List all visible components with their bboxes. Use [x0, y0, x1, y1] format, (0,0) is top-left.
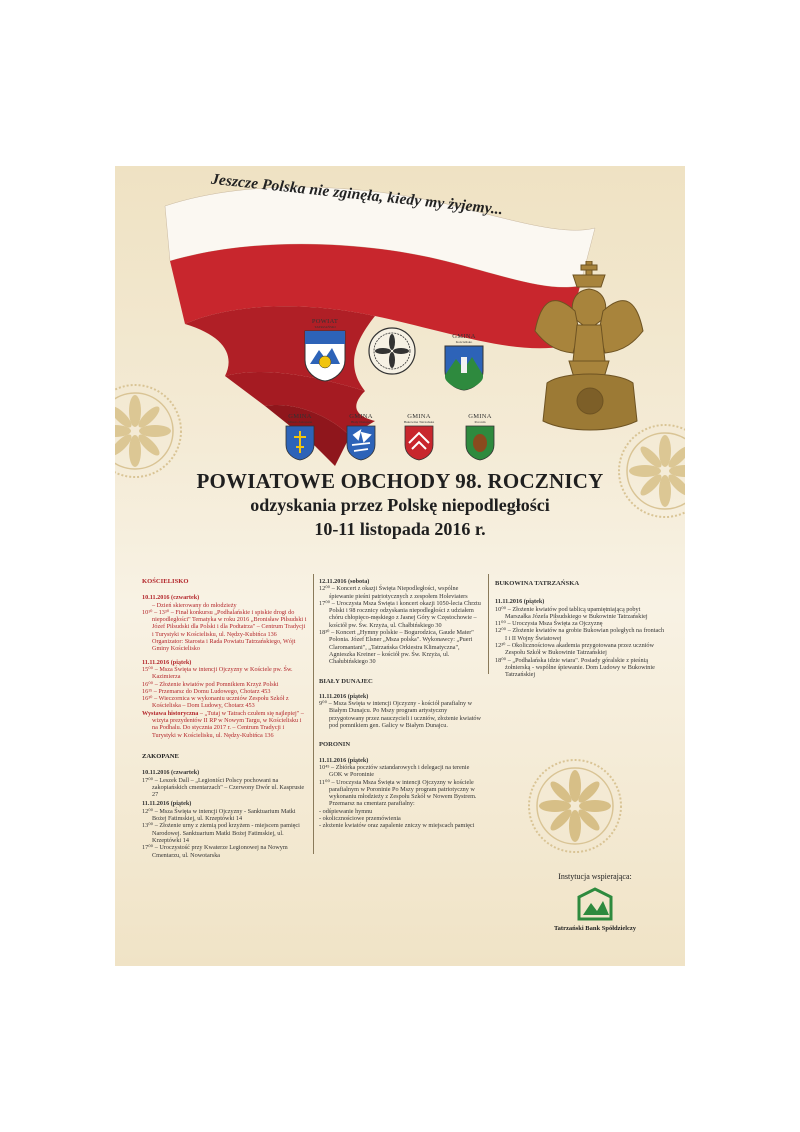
event-date: 10.11.2016 (czwartek)	[142, 594, 200, 602]
event-item: 17⁰⁰ – Leszek Dall – „Legioniści Polscy pochowani na zakopiańskich cmentarzach" – Czerwony Dwór ul. Kasprusie 27	[142, 776, 305, 799]
event-item: 12⁰⁰ – Koncert z okazji Święta Niepodległości, wspólne śpiewanie pieśni patriotycznych z zespołem Holeviaters	[319, 585, 468, 600]
sponsor-block	[520, 872, 670, 932]
event-item: - okolicznościowe przemówienia	[319, 815, 401, 823]
crest-title: GMINA	[452, 333, 476, 340]
rosette-seal-icon	[367, 326, 417, 376]
crest-title: GMINA	[468, 413, 492, 420]
event-date: 11.11.2016 (piątek)	[142, 800, 192, 808]
motto-text: Jeszcze Polska nie zginęła, kiedy my żyjemy...	[210, 170, 504, 219]
crest-powiat-tatrzanski	[301, 318, 349, 382]
column-koscielisko-zakopane	[142, 578, 307, 859]
crest-subtitle: Kościelisko	[455, 340, 473, 344]
bialy-dunajec-shield-icon	[346, 425, 376, 461]
zakopane-shield-icon	[285, 425, 315, 461]
crest-gmina-poronin	[460, 413, 500, 461]
column-separator	[488, 574, 489, 674]
crest-gmina-koscielisko	[441, 333, 487, 391]
event-item: 16¹⁵ – Przemarsz do Domu Ludowego, Chotarz 453	[142, 687, 271, 695]
event-item: – Dzień skierowany do młodzieży	[152, 601, 237, 609]
crest-gmina-zakopane	[280, 413, 320, 461]
sponsor-label: Instytucja wspierająca:	[558, 872, 632, 881]
koscielisko-shield-icon	[444, 345, 484, 391]
rosette-bottom-decoration	[525, 756, 625, 856]
event-item: 18⁰⁰ – „Podhalańska idzie wiara". Posiady góralskie z pieśnią żołnierską - wspólne śpiewanie. Dom Ludowy w Bukowinie Tatrzańskiej	[495, 656, 655, 679]
sponsor-name: Tatrzański Bank Spółdzielczy	[553, 925, 637, 932]
column-separator	[313, 574, 314, 854]
event-date: 12.11.2016 (sobota)	[319, 578, 370, 585]
event-item: 16³⁰ – Wieczornica w wykonaniu uczniów Zespołu Szkół z Kościeliska – Dom Ludowy, Chotarz 453	[142, 695, 289, 710]
event-item: 17⁰⁰ – Uroczystość przy Kwaterze Legionowej na Nowym Cmentarzu, ul. Nowotarska	[142, 844, 288, 859]
event-item: 18³⁰ – Koncert „Hymny polskie – Bogurodzica, Gaude Mater" Polonia. Józef Elsner „Msza polska". Wykonawcy: „Pueri Claromantani", „Tatrzańska Orkiestra Klimatyczna", Agnieszka Kreiner – kościół pw. Św. Krzyża, ul. Chałubińskiego 30	[319, 629, 474, 666]
exhibition-text: – „Tutaj w Tatrach czułem się najlepiej" – wizyta prezydentów II RP w Nowym Targu, w Kościelisku i na Podhalu. Do stycznia 2017 r. – Centrum Tradycji i Turystyki w Kościelisku, ul. Nędzy-Kubińca 136	[152, 709, 304, 739]
bank-logo-icon	[575, 887, 615, 923]
section-title-poronin: PORONIN	[319, 741, 351, 749]
event-item: 11⁰⁰ – Uroczysta Msza Święta za Ojczyznę	[495, 620, 603, 628]
crest-title: GMINA	[288, 413, 312, 420]
exhibition-item	[142, 710, 307, 739]
crest-subtitle: Miasto Zakopane	[287, 420, 313, 424]
column-zakopane-bd-poronin	[319, 578, 484, 830]
event-item: 12⁰⁰ – Msza Święta w intencji Ojczyzny - Sanktuarium Matki Bożej Fatimskiej, ul. Krzeptówki 14	[142, 807, 296, 823]
section-title-bialy-dunajec: BIAŁY DUNAJEC	[319, 677, 373, 685]
poster	[115, 166, 685, 966]
crest-gmina-bialy-dunajec	[341, 413, 381, 461]
event-date: 11.11.2016 (piątek)	[319, 692, 369, 700]
section-title-bukowina: BUKOWINA TATRZAŃSKA	[495, 580, 580, 587]
column-bukowina	[495, 580, 665, 679]
event-item: 11⁰⁰ – Uroczysta Msza Święta w intencji Ojczyzny w kościele parafialnym w Poroninie Po Mszy program patriotyczny w wykonaniu młodzieży z Zespołu Szkół w Nowem Bystrem. Przemarsz na cmentarz parafialny:	[319, 778, 477, 808]
event-date: 10.11.2016 (czwartek)	[142, 769, 200, 777]
headline-title: POWIATOWE OBCHODY 98. ROCZNICY	[196, 469, 604, 493]
event-item: - odśpiewanie hymnu	[319, 807, 373, 815]
poronin-shield-icon	[465, 425, 495, 461]
event-item: 12³⁰ – Okolicznościowa akademia przygotowana przez uczniów Zespołu Szkół w Bukowinie Tatrzańskiej	[495, 642, 654, 657]
event-item: 17⁰⁰ – Uroczysta Msza Święta i koncert okazji 1050-lecia Chrztu Polski i 98 rocznicy odzyskania niepodległości z udziałem chóru chłopięco-męskiego z Jasnej Góry w Częstochowie – kościół pw. Św. Krzyża, ul. Chałbińskiego 30	[319, 599, 481, 629]
crest-gmina-bukowina	[397, 413, 441, 461]
headline-dates: 10-11 listopada 2016 r.	[314, 519, 486, 539]
event-item: 10⁴⁵ – Zbiórka pocztów sztandarowych i delegacji na terenie GOK w Poroninie	[319, 763, 470, 779]
section-title-zakopane: ZAKOPANE	[142, 752, 179, 760]
event-item: 10⁰⁰ – Złożenie kwiatów pod tablicą upamiętniającą pobyt Marszałka Józefa Piłsudskiego w Bukowinie Tatrzańskiej	[495, 605, 648, 620]
crest-title: GMINA	[349, 413, 373, 420]
event-item: - złożenie kwiatów oraz zapalenie zniczy w miejscach pamięci	[319, 822, 475, 830]
event-item: 9⁰⁰ – Msza Święta w intencji Ojczyzny - kościół parafialny w Białym Dunajcu. Po Mszy program artystyczny przygotowany przez nauczycieli i uczniów, złożenie kwiatów pod pomnikiem gen. Galicy w Białym Dunajcu.	[319, 700, 481, 730]
crest-subtitle: Bukowina Tatrzańska	[403, 420, 435, 424]
bukowina-shield-icon	[404, 425, 434, 461]
event-date: 11.11.2016 (piątek)	[319, 756, 369, 764]
crest-rosette	[367, 325, 417, 376]
event-item: 15⁰⁰ – Msza Święta w intencji Ojczyzny w Kościele pw. Św. Kazimierza	[142, 665, 293, 681]
event-date: 11.11.2016 (piątek)	[495, 598, 545, 606]
event-item: 12⁰⁰ – Złożenie kwiatów na grobie Bukowian poległych na frontach I i II Wojny Światowej	[495, 627, 665, 642]
powiat-shield-icon	[304, 330, 346, 382]
crest-title: POWIAT	[311, 318, 339, 325]
exhibition-label: Wystawa historyczna	[142, 709, 199, 717]
event-item: 10¹⁰ – 13³⁰ – Finał konkursu „Podhalańskie i spiskie drogi do niepodległości" Tematyka w roku 2016 „Bronisław Piłsudski i Józef Piłsudski dla Polski i dla Podtatrza" – Centrum Tradycji i Turystyki w Kościelisku, ul. Nędzy-Kubińca 136 Organizator: Starosta i Rada Powiatu Tatrzańskiego, Wójt Gminy Kościelisko	[142, 608, 307, 653]
section-title-koscielisko: KOŚCIELISKO	[142, 578, 189, 585]
crest-subtitle: TATRZAŃSKI	[314, 325, 336, 329]
headline-subtitle: odzyskania przez Polskę niepodległości	[250, 495, 550, 515]
eagle-emblem	[533, 261, 648, 441]
event-item: 16⁰⁰ – Złożenie kwiatów pod Pomnikiem Krzyż Polski	[142, 680, 279, 688]
crest-subtitle: Biały Dunajec	[350, 420, 372, 424]
event-item: 13⁰⁰ – Złożenie urny z ziemią pod krzyżem - miejscem pamięci Narodowej. Sanktuarium Matki Bożej Fatimskiej, ul. Krzeptówki 14	[142, 822, 300, 844]
crest-title: GMINA	[407, 413, 431, 420]
event-date: 11.11.2016 (piątek)	[142, 658, 192, 666]
crest-subtitle: Poronin	[474, 420, 486, 424]
